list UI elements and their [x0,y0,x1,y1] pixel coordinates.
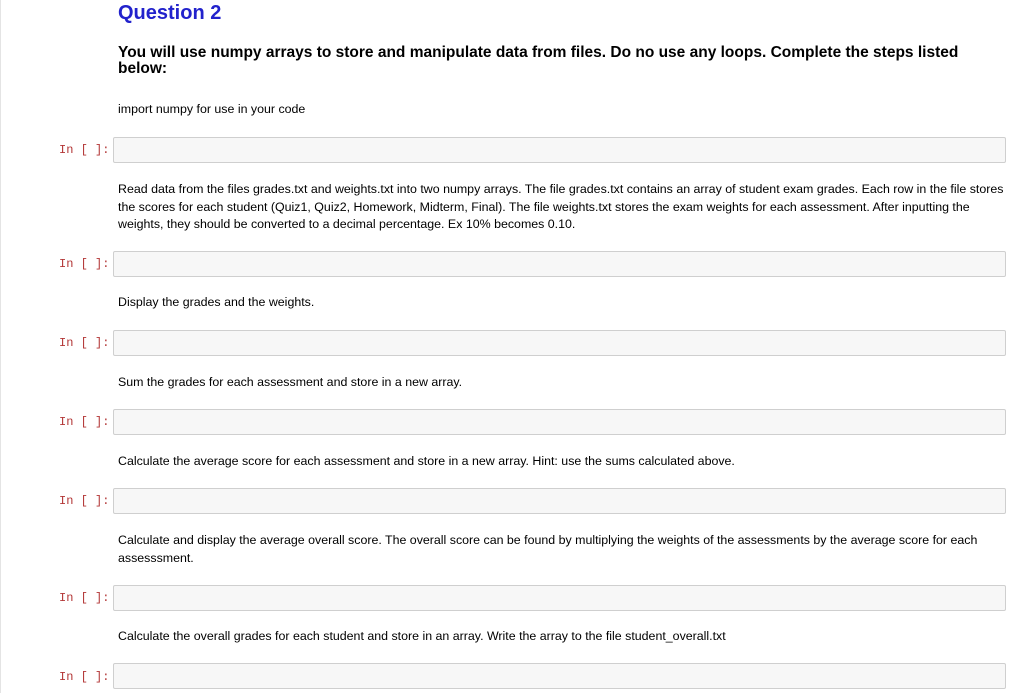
step-instruction: Read data from the files grades.txt and weights.txt into two numpy arrays. The file grades.txt contains an array of student exam grades. Each row in the file stores the scores for each student (Quiz1, Quiz2, Homework, Midterm, Final). The file weights.txt stores the exam weights for each assessment. After inputting the weights, they should be converted to a decimal percentage. Ex 10% becomes 0.10. [118,182,1004,231]
question-heading: Question 2 [118,2,222,24]
code-cell-input[interactable] [113,251,1006,277]
cell-prompt: In [ ]: [59,415,110,429]
step-instruction: Calculate the overall grades for each student and store in an array. Write the array to the file student_overall.txt [118,629,726,643]
cell-prompt: In [ ]: [59,670,110,684]
step-instruction: Calculate and display the average overall score. The overall score can be found by multiplying the weights of the assessments by the average score for each assesssment. [118,533,978,565]
code-cell-input[interactable] [113,409,1006,435]
step-instruction: import numpy for use in your code [118,102,306,116]
cell-prompt: In [ ]: [59,143,110,157]
code-cell-input[interactable] [113,330,1006,356]
step-instruction: Calculate the average score for each assessment and store in a new array. Hint: use the sums calculated above. [118,454,735,468]
step-instruction: Display the grades and the weights. [118,295,315,309]
cell-prompt: In [ ]: [59,336,110,350]
code-cell-input[interactable] [113,585,1006,611]
step-instruction: Sum the grades for each assessment and store in a new array. [118,375,463,389]
question-intro: You will use numpy arrays to store and manipulate data from files. Do no use any loops. Complete the steps listed below: [118,44,959,77]
cell-prompt: In [ ]: [59,591,110,605]
code-cell-input[interactable] [113,488,1006,514]
code-cell-input[interactable] [113,137,1006,163]
cell-prompt: In [ ]: [59,494,110,508]
code-cell-input[interactable] [113,663,1006,689]
cell-prompt: In [ ]: [59,257,110,271]
